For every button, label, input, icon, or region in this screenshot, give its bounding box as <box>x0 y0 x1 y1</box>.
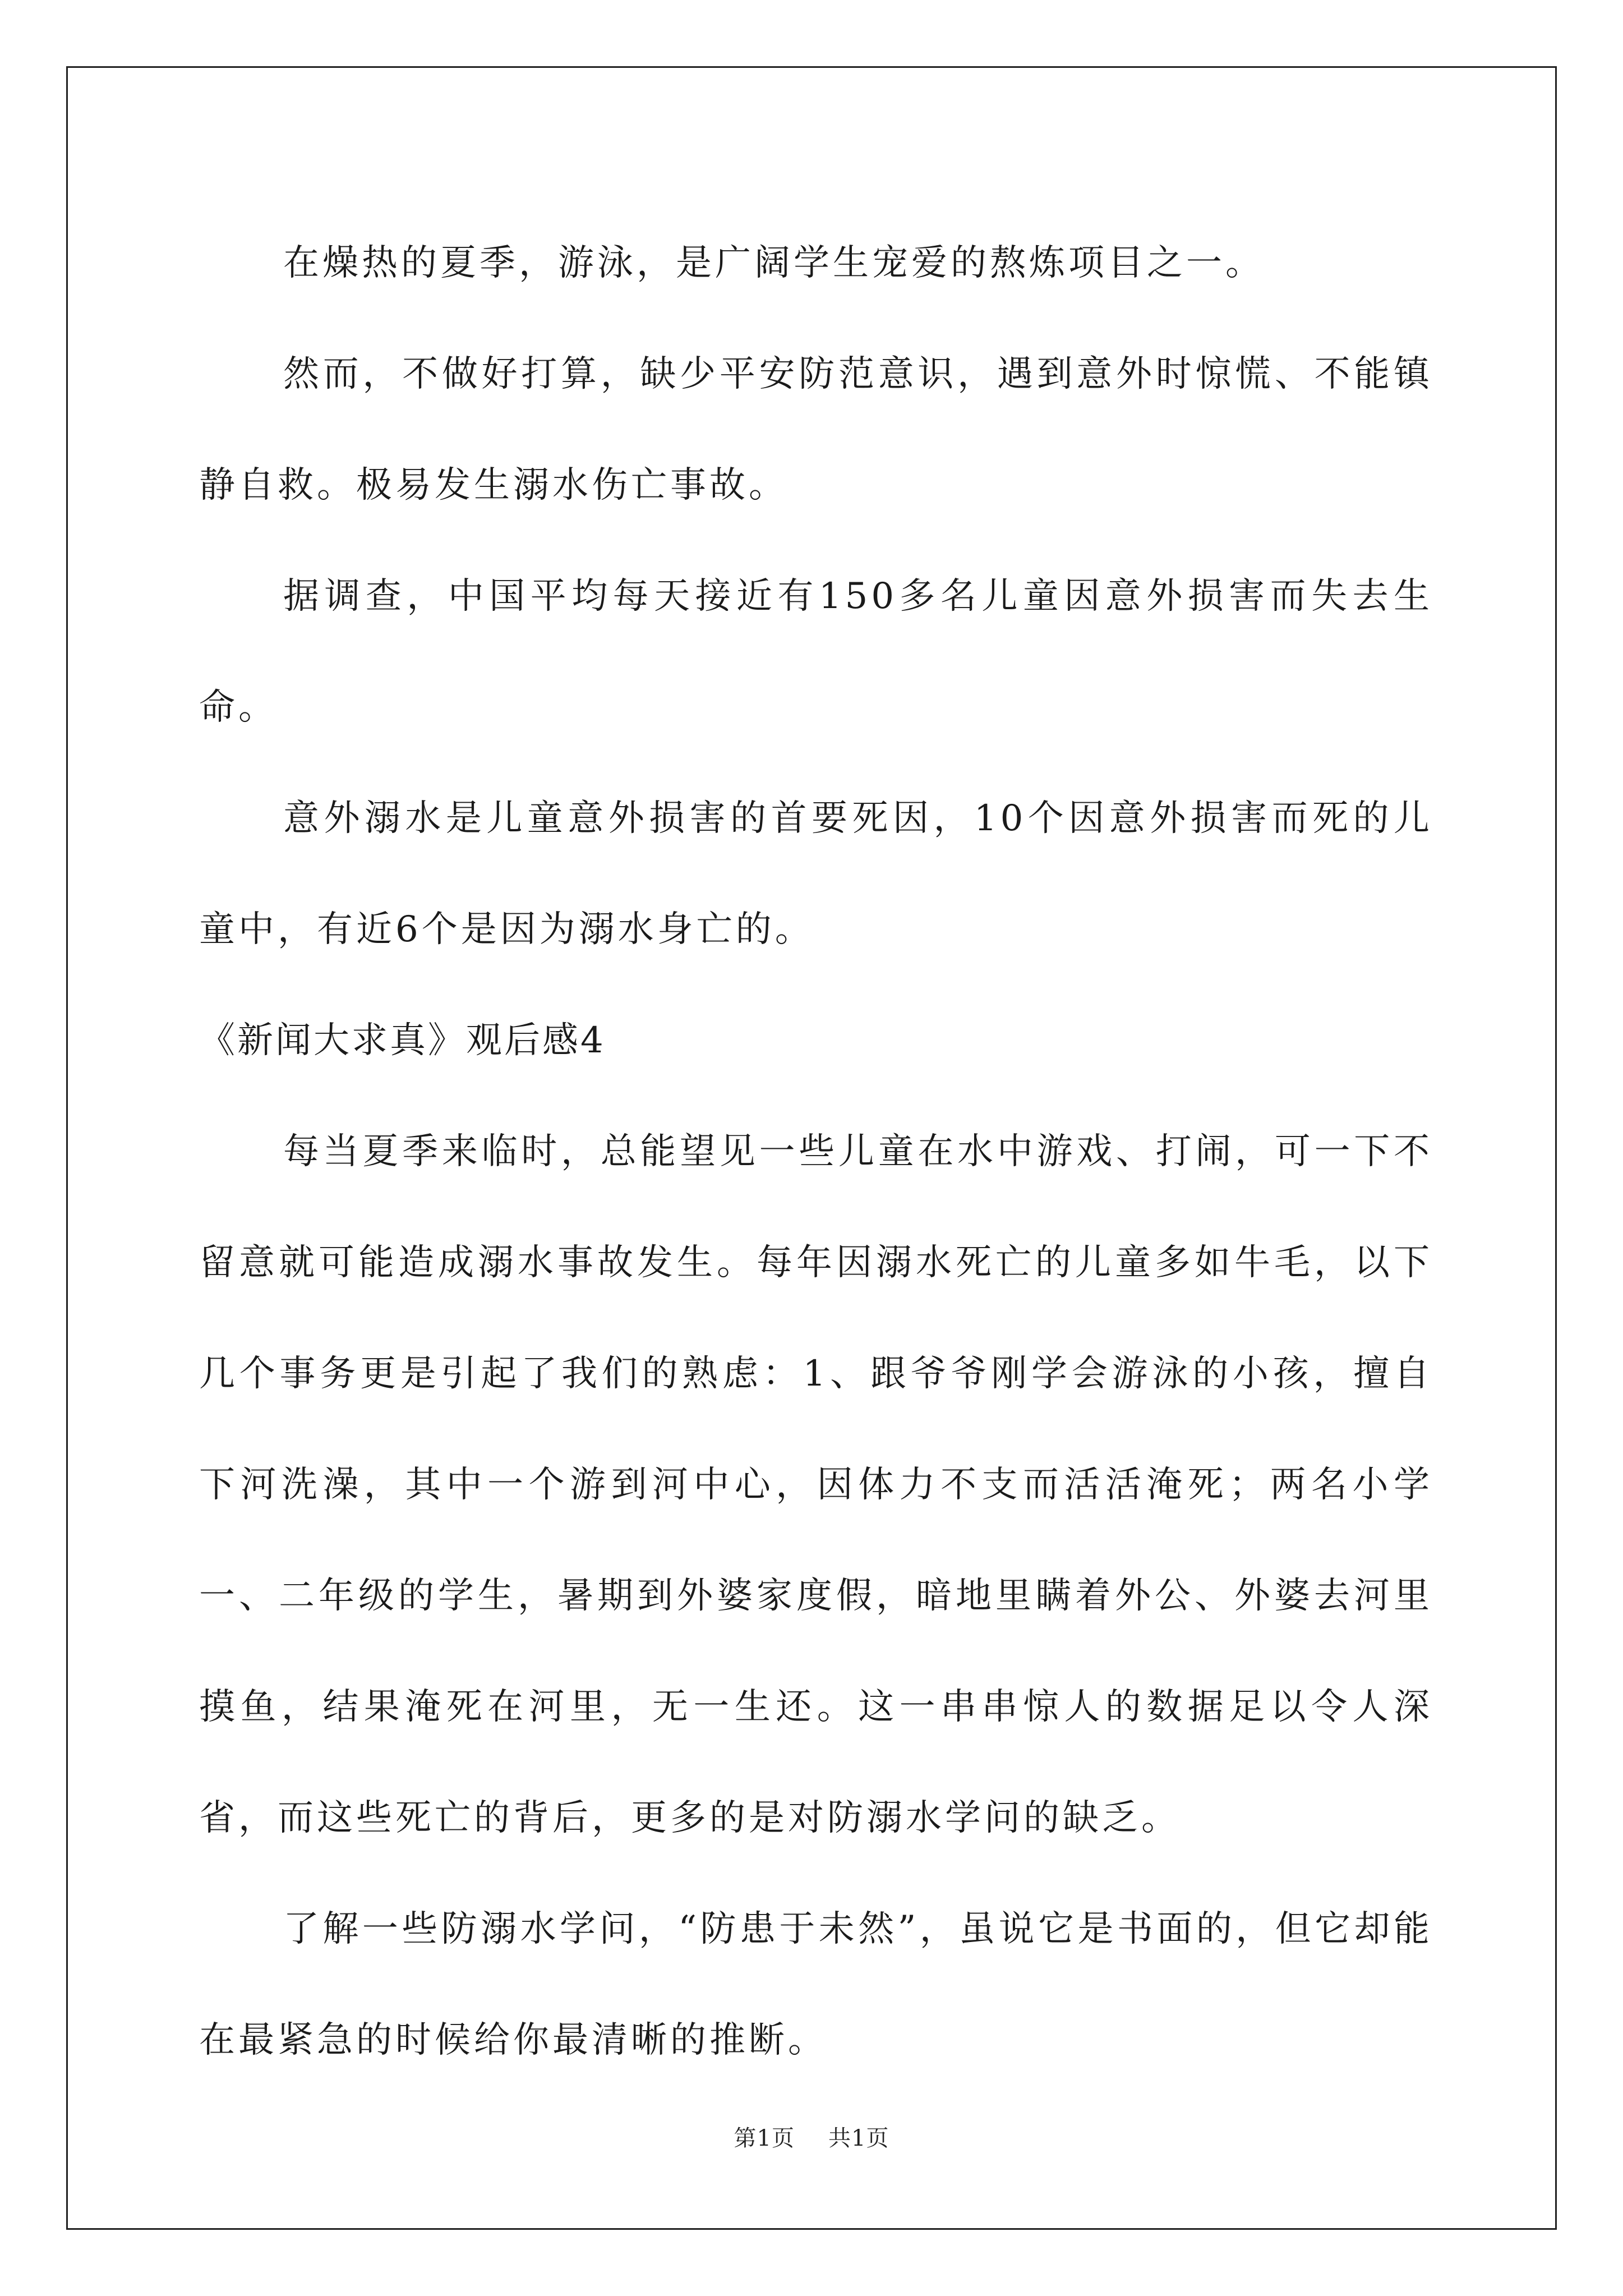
paragraph: 意外溺水是儿童意外损害的首要死因，10个因意外损害而死的儿童中，有近6个是因为溺水身亡的。 <box>199 798 1433 950</box>
section-heading: 《新闻大求真》观后感4 <box>199 1020 606 1061</box>
paragraph: 据调查，中国平均每天接近有150多名儿童因意外损害而失去生命。 <box>199 576 1433 728</box>
paragraph: 然而，不做好打算，缺少平安防范意识，遇到意外时惊慌、不能镇静自救。极易发生溺水伤亡事故。 <box>199 353 1433 506</box>
paragraph: 每当夏季来临时，总能望见一些儿童在水中游戏、打闹，可一下不留意就可能造成溺水事故发生。每年因溺水死亡的儿童多如牛毛，以下几个事务更是引起了我们的熟虑：1、跟爷爷刚学会游泳的小孩，擅自下河洗澡，其中一个游到河中心，因体力不支而活活淹死；两名小学一、二年级的学生，暑期到外婆家度假，暗地里瞒着外公、外婆去河里摸鱼，结果淹死在河里，无一生还。这一串串惊人的数据足以令人深省，而这些死亡的背后，更多的是对防溺水学问的缺乏。 <box>199 1131 1433 1839</box>
paragraph: 了解一些防溺水学问，“防患于未然”，虽说它是书面的，但它却能在最紧急的时候给你最清晰的推断。 <box>199 1908 1433 2061</box>
paragraph: 在燥热的夏季，游泳，是广阔学生宠爱的熬炼项目之一。 <box>283 242 1265 284</box>
document-body <box>199 208 1433 2096</box>
page-number: 第1页 <box>734 2125 795 2151</box>
page-total: 共1页 <box>828 2125 889 2151</box>
page-footer <box>0 2120 1623 2152</box>
